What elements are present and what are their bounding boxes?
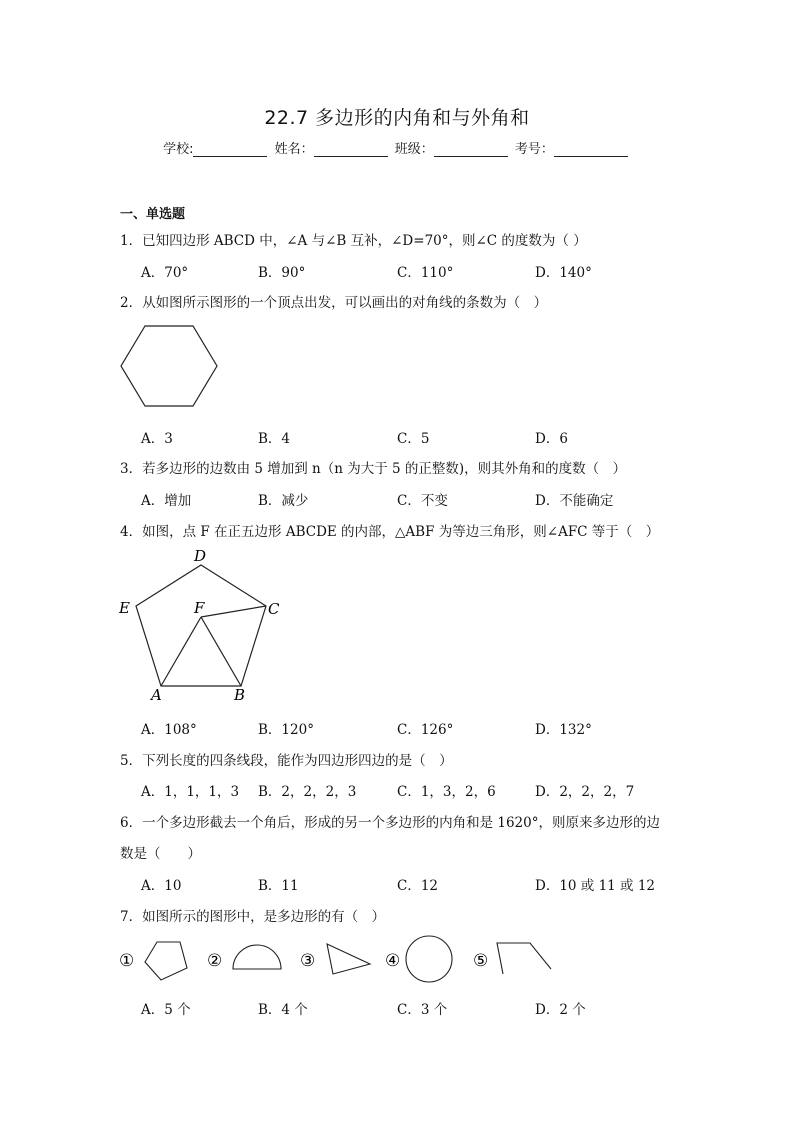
q3-option-c[interactable]: C．不变	[397, 493, 448, 509]
question-6-text-cont: 数是（ ）	[120, 846, 201, 862]
q1-option-d[interactable]: D．140°	[535, 265, 592, 281]
q7-option-d[interactable]: D．2 个	[535, 1002, 586, 1018]
q7-option-b[interactable]: B．4 个	[258, 1002, 308, 1018]
q4-option-d[interactable]: D．132°	[535, 722, 592, 738]
pentagon-figure	[115, 545, 290, 705]
label-f: F	[194, 599, 205, 617]
class-blank[interactable]	[434, 142, 508, 157]
pentagon-shape	[145, 942, 187, 980]
student-info-line	[0, 138, 794, 157]
question-2-text: 2．从如图所示图形的一个顶点出发，可以画出的对角线的条数为（ ）	[120, 295, 548, 311]
q6-option-a[interactable]: A．10	[141, 878, 182, 894]
q7-option-c[interactable]: C．3 个	[397, 1002, 448, 1018]
q6-option-b[interactable]: B．11	[258, 878, 299, 894]
label-1: ①	[119, 951, 135, 971]
label-e: E	[119, 599, 130, 617]
q2-option-d[interactable]: D．6	[535, 431, 568, 447]
label-d: D	[194, 547, 207, 565]
question-6-text: 6．一个多边形截去一个角后，形成的另一个多边形的内角和是 1620°，则原来多边形的边	[120, 815, 660, 831]
q4-option-b[interactable]: B．120°	[258, 722, 314, 738]
q5-option-b[interactable]: B．2，2，2，3	[258, 784, 357, 800]
question-3-text: 3．若多边形的边数由 5 增加到 n（n 为大于 5 的正整数)，则其外角和的度数（ ）	[120, 461, 627, 477]
q4-option-c[interactable]: C．126°	[397, 722, 454, 738]
section-heading: 一、单选题	[120, 207, 186, 222]
label-3: ③	[300, 951, 316, 971]
label-4: ④	[385, 951, 401, 971]
hexagon-figure	[118, 322, 222, 412]
q6-option-d[interactable]: D．10 或 11 或 12	[535, 878, 656, 894]
q6-option-c[interactable]: C．12	[397, 878, 439, 894]
q5-option-a[interactable]: A．1，1，1，3	[141, 784, 240, 800]
q2-option-b[interactable]: B．4	[258, 431, 291, 447]
q5-option-c[interactable]: C．1，3，2，6	[397, 784, 496, 800]
label-2: ②	[207, 951, 223, 971]
name-blank[interactable]	[314, 142, 388, 157]
label-b: B	[234, 686, 246, 704]
open-path-shape	[497, 943, 551, 974]
circle-shape	[406, 936, 452, 982]
label-c: C	[268, 600, 280, 618]
q2-option-a[interactable]: A．3	[141, 431, 173, 447]
page-title: 22.7 多边形的内角和与外角和	[264, 107, 530, 129]
q4-option-a[interactable]: A．108°	[141, 722, 197, 738]
q3-option-a[interactable]: A．增加	[141, 493, 192, 509]
q5-option-d[interactable]: D．2，2，2，7	[535, 784, 635, 800]
school-label: 学校:	[163, 142, 194, 157]
label-a: A	[151, 686, 162, 704]
exam-no-blank[interactable]	[554, 142, 628, 157]
class-label: 班级：	[394, 142, 434, 157]
q3-option-b[interactable]: B．减少	[258, 493, 309, 509]
exam-no-label: 考号：	[514, 142, 554, 157]
q1-option-a[interactable]: A．70°	[141, 265, 189, 281]
question-4-text: 4．如图，点 F 在正五边形 ABCDE 的内部，△ABF 为等边三角形，则∠AFC 等于（ ）	[120, 524, 660, 540]
question-1-text: 1．已知四边形 ABCD 中，∠A 与∠B 互补，∠D=70°，则∠C 的度数为（ ）	[120, 233, 587, 249]
question-7-text: 7．如图所示的图形中，是多边形的有（ ）	[120, 909, 386, 925]
semicircle-shape	[233, 945, 281, 969]
name-label: 姓名：	[274, 142, 314, 157]
q2-option-c[interactable]: C．5	[397, 431, 430, 447]
triangle-shape	[327, 944, 370, 974]
q1-option-b[interactable]: B．90°	[258, 265, 306, 281]
label-5: ⑤	[473, 951, 489, 971]
q1-option-c[interactable]: C．110°	[397, 265, 454, 281]
shapes-figure	[115, 932, 565, 992]
question-5-text: 5．下列长度的四条线段，能作为四边形四边的是（ ）	[120, 753, 453, 769]
school-blank[interactable]	[193, 142, 267, 157]
q3-option-d[interactable]: D．不能确定	[535, 493, 614, 509]
q7-option-a[interactable]: A．5 个	[141, 1002, 191, 1018]
